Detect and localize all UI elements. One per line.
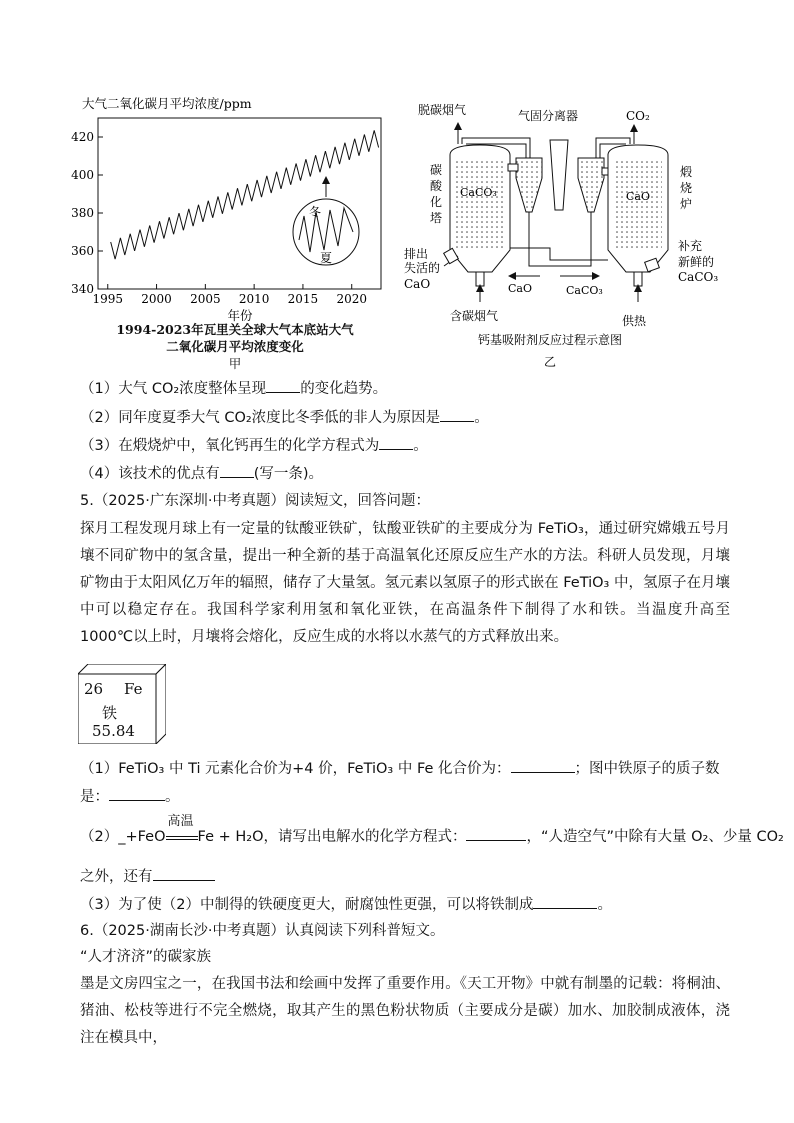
y-tick-label: 380 (71, 206, 94, 220)
q5-sub1 (80, 758, 720, 779)
y-tick-label: 420 (71, 130, 94, 144)
figure-jia-panel-label: 甲 (228, 356, 242, 371)
inset-summer-label: 夏 (320, 251, 333, 265)
figure-jia-caption-2: 二氧化碳月平均浓度变化 (166, 339, 304, 354)
q5-sub2-cont (80, 866, 215, 887)
left-connector (508, 164, 518, 171)
q4-sub3-text-b: 。 (413, 438, 428, 454)
figure-yi-panel-label: 乙 (543, 355, 557, 369)
furnace-label-2: 烧 (680, 181, 693, 195)
element-atomic-mass: 55.84 (92, 722, 135, 740)
co2-out-label: CO₂ (626, 109, 650, 123)
q5-passage: 探月工程发现月球上有一定量的钛酸亚铁矿，钛酸亚铁矿的主要成分为 FeTiO₃，通过研究嫦娥五号月壤不同矿物中的氢含量，提出一种全新的基于高温氧化还原反应生产水的方法。科研人员发现，月壤矿物由于太阳风亿万年的辐照，储存了大量氢。氢元素以氢原子的形式嵌在 FeTiO₃ 中，氢原子在月壤中可以稳定存在。我国科学家利用氢和氧化亚铁，在高温条件下制得了水和铁。当温度升高至 1000℃以上时，月壤将会熔化，反应生成的水将以水蒸气的方式释放出来。 (80, 521, 730, 645)
reaction-condition: 高温 (167, 814, 194, 829)
y-tick-label: 340 (71, 282, 94, 296)
y-tick-label: 400 (71, 168, 94, 182)
element-name: 铁 (102, 704, 118, 722)
furnace-bed (614, 160, 662, 250)
discharge-label-3: CaO (404, 277, 431, 291)
x-tick-label: 2015 (287, 292, 319, 306)
supplement-label-1: 补充 (678, 239, 703, 253)
discharge-label-1: 排出 (404, 247, 429, 261)
q4-sub2-text-b: 。 (474, 410, 489, 426)
q5-sub3-blank[interactable] (533, 894, 597, 909)
decarb-arrowhead (454, 122, 462, 130)
tower-bed (456, 160, 504, 250)
q4-sub3-blank[interactable] (379, 435, 413, 450)
q4-sub3-text-a: （3）在煅烧炉中，氧化钙再生的化学方程式为 (80, 438, 380, 454)
q5-sub3-text-b: 。 (597, 897, 612, 913)
tower-label-2: 酸 (430, 179, 443, 193)
q5-sub1-cont (80, 786, 180, 807)
q4-sub1-text-b: 的变化趋势。 (300, 381, 388, 397)
central-separator (550, 140, 568, 210)
tower-label-3: 化 (430, 195, 443, 209)
q5-sub2-text-c: ，“人造空气”中除有大量 O₂、少量 CO₂ (526, 829, 784, 845)
q4-sub4-text-a: （4）该技术的优点有 (80, 466, 220, 482)
co2-arrowhead (630, 124, 638, 132)
supplement-label-3: CaCO₃ (678, 270, 719, 284)
tower-bottom-pipe (476, 272, 484, 286)
q5-sub1-text-c: 是： (80, 789, 109, 805)
caco3-arrowhead (592, 272, 600, 280)
q5-sub1-blank-1[interactable] (511, 758, 575, 773)
q4-sub1-text-a: （1）大气 CO₂浓度整体呈现 (80, 381, 267, 397)
decarb-gas-label: 脱碳烟气 (418, 103, 467, 117)
figure-jia (70, 92, 400, 372)
cao-right-label: CaO (626, 190, 650, 203)
q4-sub4-blank[interactable] (220, 463, 254, 478)
q4-sub2-blank[interactable] (440, 407, 474, 422)
q5-sub2-text-a: （2）_+FeO (80, 829, 166, 845)
q5-sub2-blank-1[interactable] (466, 826, 526, 841)
q5-sub1-blank-2[interactable] (109, 786, 165, 801)
q6-passage: 墨是文房四宝之一，在我国书法和绘画中发挥了重要作用。《天工开物》中就有制墨的记载：将桐油、猪油、松枝等进行不完全燃烧，取其产生的黑色粉状物质（主要成分是碳）加水、加胶制成液体，浇注在模具中， (80, 976, 730, 1046)
q5-sub2-text-d: 之外，还有 (80, 869, 153, 885)
left-cyclone (516, 158, 542, 212)
furnace-bottom-pipe (634, 272, 642, 286)
element-symbol: Fe (124, 680, 143, 698)
chart-ylabel: 大气二氧化碳月平均浓度/ppm (82, 96, 252, 111)
q4-sub3 (80, 435, 428, 456)
furnace-label-3: 炉 (680, 197, 693, 211)
tower-label-1: 碳 (430, 163, 443, 177)
q5-sub1-text-d: 。 (165, 789, 180, 805)
caco3-flow-label: CaCO₃ (566, 284, 603, 297)
diagram-caption: 钙基吸附剂反应过程示意图 (477, 333, 623, 347)
element-atomic-number: 26 (84, 680, 104, 698)
reaction-equals-line (166, 836, 198, 840)
x-tick-label: 1995 (92, 292, 124, 306)
discharge-label-2: 失活的 (404, 261, 441, 275)
q5-sub2-blank-2[interactable] (153, 866, 215, 881)
q5-sub1-text-b: ；图中铁原子的质子数 (574, 761, 720, 777)
q5-heading: 5.（2025·广东深圳·中考真题）阅读短文，回答问题： (80, 493, 430, 509)
figure-yi (400, 100, 730, 370)
q5-sub3 (80, 894, 612, 915)
x-tick-label: 2005 (190, 292, 221, 306)
figure-jia-caption-1: 1994-2023年瓦里关全球大气本底站大气 (116, 322, 354, 337)
chart-xlabel: 年份 (227, 308, 253, 323)
caco3-flow-pipe (529, 212, 591, 266)
q4-sub4 (80, 463, 323, 484)
x-tick-label: 2000 (141, 292, 172, 306)
q5-sub2-text-b: Fe + H₂O，请写出电解水的化学方程式： (197, 829, 467, 845)
q5-sub2 (80, 814, 784, 847)
q6-title: “人才济济”的碳家族 (80, 949, 212, 965)
separator-label: 气固分离器 (518, 109, 579, 123)
x-tick-label: 2020 (336, 292, 367, 306)
q4-sub2-text-a: （2）同年度夏季大气 CO₂浓度比冬季低的非人为原因是 (80, 410, 441, 426)
furnace-label-1: 煅 (680, 165, 693, 179)
q4-sub1 (80, 378, 387, 399)
tower-label-4: 塔 (430, 211, 443, 225)
q4-sub1-blank[interactable] (266, 378, 300, 393)
inset-winter-label: 冬 (309, 205, 322, 219)
inset-arrowhead (322, 176, 330, 184)
cao-flow-pipe (510, 248, 608, 260)
q6-heading: 6.（2025·湖南长沙·中考真题）认真阅读下列科普短文。 (80, 923, 445, 939)
reaction-arrow (166, 814, 198, 846)
q4-sub2 (80, 407, 489, 428)
cao-flow-label: CaO (508, 282, 532, 295)
calcium-looping-diagram (400, 100, 730, 370)
q5-sub3-text-a: （3）为了使（2）中制得的铁硬度更大，耐腐蚀性更强，可以将铁制成 (80, 897, 534, 913)
q4-sub4-text-b: (写一条)。 (253, 466, 324, 482)
y-tick-label: 360 (71, 244, 94, 258)
seasonal-inset (293, 176, 359, 265)
caco3-left-label: CaCO₃ (460, 186, 497, 199)
right-cyclone (578, 158, 604, 212)
cao-arrowhead (508, 272, 516, 280)
supplement-label-2: 新鲜的 (678, 255, 715, 269)
element-card-fe (78, 664, 166, 744)
heat-label: 供热 (622, 314, 647, 328)
q5-sub1-text-a: （1）FeTiO₃ 中 Ti 元素化合价为+4 价，FeTiO₃ 中 Fe 化合价为： (80, 761, 511, 777)
inlet-label: 含碳烟气 (450, 309, 499, 323)
x-tick-label: 2010 (238, 292, 270, 306)
